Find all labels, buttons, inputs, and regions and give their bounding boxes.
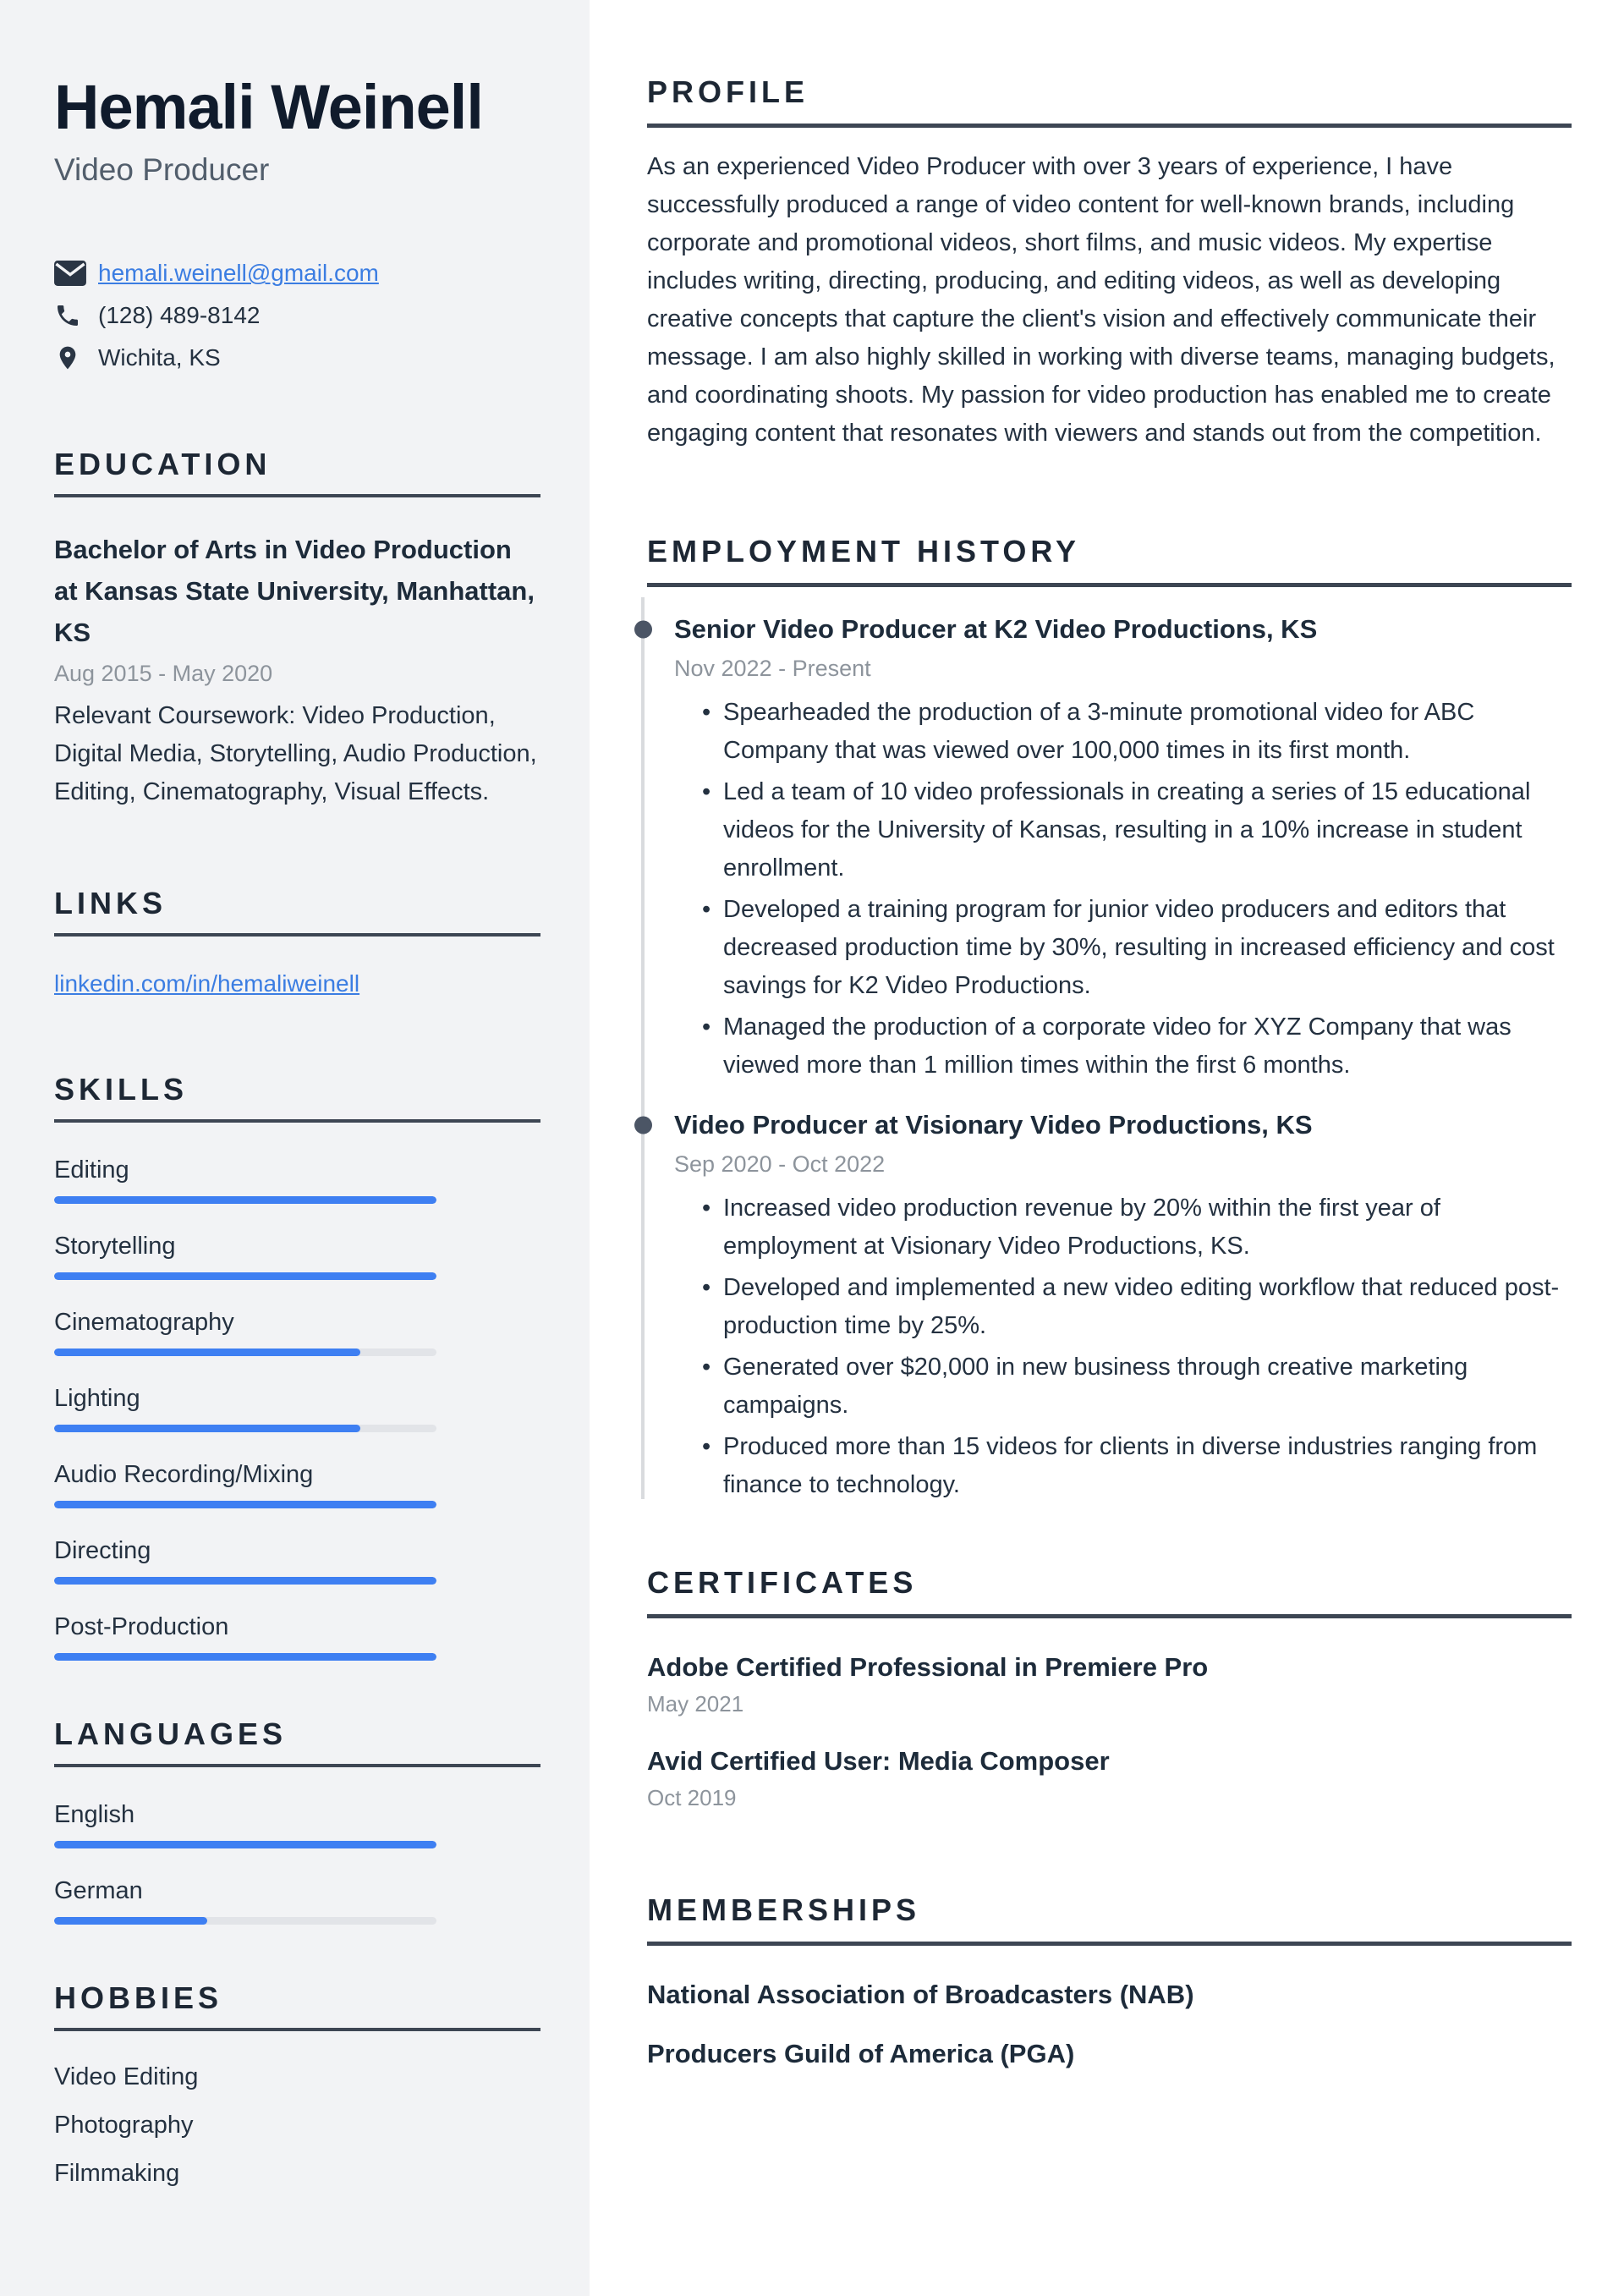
employment-heading: EMPLOYMENT HISTORY <box>647 534 1081 569</box>
skill-label: Storytelling <box>54 1233 176 1261</box>
section-underline <box>647 1614 1572 1618</box>
skill-bar <box>54 1577 436 1585</box>
language-bar <box>54 1917 436 1925</box>
employment-section <box>647 534 1572 1504</box>
skill-bar-fill <box>54 1196 436 1204</box>
skill-bar-fill <box>54 1425 360 1432</box>
skill-bar-fill <box>54 1577 436 1585</box>
hobbies-heading: HOBBIES <box>54 1980 223 2016</box>
main-column <box>590 0 1624 2296</box>
certificate-item <box>647 1652 1572 1717</box>
skill-bar <box>54 1501 436 1508</box>
links-heading: LINKS <box>54 886 167 921</box>
email-link[interactable]: hemali.weinell@gmail.com <box>98 260 379 287</box>
certificate-item <box>647 1746 1572 1811</box>
skill-label: Cinematography <box>54 1309 234 1337</box>
bullet-item: • Led a team of 10 video professionals in creating a series of 15 educational videos for the University of Kansas, resulting in a 10% increase in student enrollment. <box>674 773 1572 887</box>
profile-text: As an experienced Video Producer with over 3 years of experience, I have successfully produced a range of video content for well-known brands, including corporate and promotional videos, short films, and music videos. My expertise includes writing, directing, producing, and editing videos, as well as developing creative concepts that capture the client's vision and effectively communicate their message. I am also highly skilled in working with diverse teams, managing budgets, and coordinating shoots. My passion for video production has enabled me to create engaging content that resonates with viewers and stands out from the competition. <box>647 153 1555 447</box>
timeline-dot <box>634 621 652 639</box>
language-label: German <box>54 1877 143 1905</box>
skill-bar-fill <box>54 1501 436 1508</box>
skill-label: Editing <box>54 1156 129 1184</box>
bullet-item: • Increased video production revenue by 20% within the first year of employment at Visionary Video Productions, KS. <box>674 1189 1572 1266</box>
section-underline <box>54 494 540 497</box>
bullet-item: • Developed and implemented a new video editing workflow that reduced post-production time by 25%. <box>674 1269 1572 1345</box>
profile-heading: PROFILE <box>647 74 809 109</box>
links-section <box>54 886 540 997</box>
skill-bar-fill <box>54 1272 436 1280</box>
job-title: Video Producer at Visionary Video Productions, KS <box>674 1110 1572 1140</box>
membership-item: Producers Guild of America (PGA) <box>647 2039 1075 2068</box>
skill-item <box>54 1461 540 1508</box>
education-section <box>54 447 540 811</box>
phone-number: (128) 489-8142 <box>98 302 261 329</box>
job-entry <box>647 614 1572 1085</box>
bullet-item: • Managed the production of a corporate video for XYZ Company that was viewed more than 1 million times within the first 6 months. <box>674 1008 1572 1085</box>
email-icon <box>54 259 86 288</box>
contact-email-row <box>54 259 540 288</box>
certificate-date: May 2021 <box>647 1691 744 1717</box>
skill-bar <box>54 1425 436 1432</box>
languages-heading: LANGUAGES <box>54 1717 288 1752</box>
certificate-title: Avid Certified User: Media Composer <box>647 1746 1110 1776</box>
skill-item <box>54 1385 540 1432</box>
education-degree: Bachelor of Arts in Video Production at Kansas State University, Manhattan, KS <box>54 535 535 648</box>
section-underline <box>54 1119 540 1123</box>
contact-location-row <box>54 343 540 372</box>
skills-heading: SKILLS <box>54 1072 189 1107</box>
skill-label: Audio Recording/Mixing <box>54 1461 314 1489</box>
language-bar-fill <box>54 1841 436 1848</box>
employment-timeline <box>647 614 1572 1504</box>
phone-icon <box>54 301 86 330</box>
skill-label: Lighting <box>54 1385 140 1413</box>
education-heading: EDUCATION <box>54 447 272 482</box>
job-title: Senior Video Producer at K2 Video Productions, KS <box>674 614 1572 645</box>
hobby-item: Photography <box>54 2112 194 2139</box>
timeline-dot <box>634 1117 652 1134</box>
hobby-item: Filmmaking <box>54 2160 180 2188</box>
certificates-heading: CERTIFICATES <box>647 1565 918 1600</box>
contact-list <box>54 259 540 372</box>
location-text: Wichita, KS <box>98 344 221 371</box>
skill-item <box>54 1613 540 1661</box>
certificates-section <box>647 1565 1572 1811</box>
memberships-section <box>647 1892 1572 2069</box>
hobbies-section <box>54 1980 540 2188</box>
skill-label: Post-Production <box>54 1613 229 1641</box>
education-dates: Aug 2015 - May 2020 <box>54 661 273 687</box>
skill-bar <box>54 1653 436 1661</box>
sidebar <box>0 0 590 2296</box>
languages-section <box>54 1717 540 1925</box>
job-dates: Sep 2020 - Oct 2022 <box>674 1151 886 1177</box>
job-bullet-list <box>674 1189 1572 1504</box>
language-item <box>54 1877 540 1925</box>
person-job-title: Video Producer <box>54 152 270 188</box>
skill-bar <box>54 1272 436 1280</box>
timeline-rail <box>641 597 645 1499</box>
bullet-item: • Produced more than 15 videos for clients in diverse industries ranging from finance to technology. <box>674 1428 1572 1504</box>
linkedin-link[interactable]: linkedin.com/in/hemaliweinell <box>54 970 360 997</box>
membership-item: National Association of Broadcasters (NAB) <box>647 1980 1194 2009</box>
skill-bar-fill <box>54 1348 360 1356</box>
bullet-item: • Spearheaded the production of a 3-minute promotional video for ABC Company that was viewed over 100,000 times in its first month. <box>674 694 1572 770</box>
section-underline <box>647 583 1572 587</box>
education-coursework: Relevant Coursework: Video Production, Digital Media, Storytelling, Audio Production, Editing, Cinematography, Visual Effects. <box>54 702 537 806</box>
section-underline <box>54 2028 540 2031</box>
section-underline <box>647 1942 1572 1946</box>
language-bar-fill <box>54 1917 207 1925</box>
skill-item <box>54 1537 540 1585</box>
job-dates: Nov 2022 - Present <box>674 656 871 681</box>
bullet-item: • Developed a training program for junior video producers and editors that decreased production time by 30%, resulting in increased efficiency and cost savings for K2 Video Productions. <box>674 891 1572 1005</box>
certificate-title: Adobe Certified Professional in Premiere Pro <box>647 1652 1209 1682</box>
job-bullet-list <box>674 694 1572 1085</box>
bullet-item: • Generated over $20,000 in new business through creative marketing campaigns. <box>674 1348 1572 1425</box>
skill-bar <box>54 1348 436 1356</box>
skill-item <box>54 1309 540 1356</box>
contact-phone-row <box>54 301 540 330</box>
certificate-date: Oct 2019 <box>647 1785 737 1810</box>
skill-item <box>54 1233 540 1280</box>
person-name: Hemali Weinell <box>54 72 483 142</box>
skill-label: Directing <box>54 1537 151 1565</box>
section-underline <box>647 124 1572 128</box>
memberships-heading: MEMBERSHIPS <box>647 1892 921 1927</box>
hobby-item: Video Editing <box>54 2063 199 2091</box>
section-underline <box>54 1764 540 1767</box>
language-bar <box>54 1841 436 1848</box>
language-label: English <box>54 1801 135 1829</box>
profile-section <box>647 74 1572 453</box>
skill-bar <box>54 1196 436 1204</box>
skill-bar-fill <box>54 1653 436 1661</box>
skills-section <box>54 1072 540 1661</box>
section-underline <box>54 933 540 937</box>
skill-item <box>54 1156 540 1204</box>
location-pin-icon <box>54 343 86 372</box>
language-item <box>54 1801 540 1848</box>
job-entry <box>647 1110 1572 1504</box>
